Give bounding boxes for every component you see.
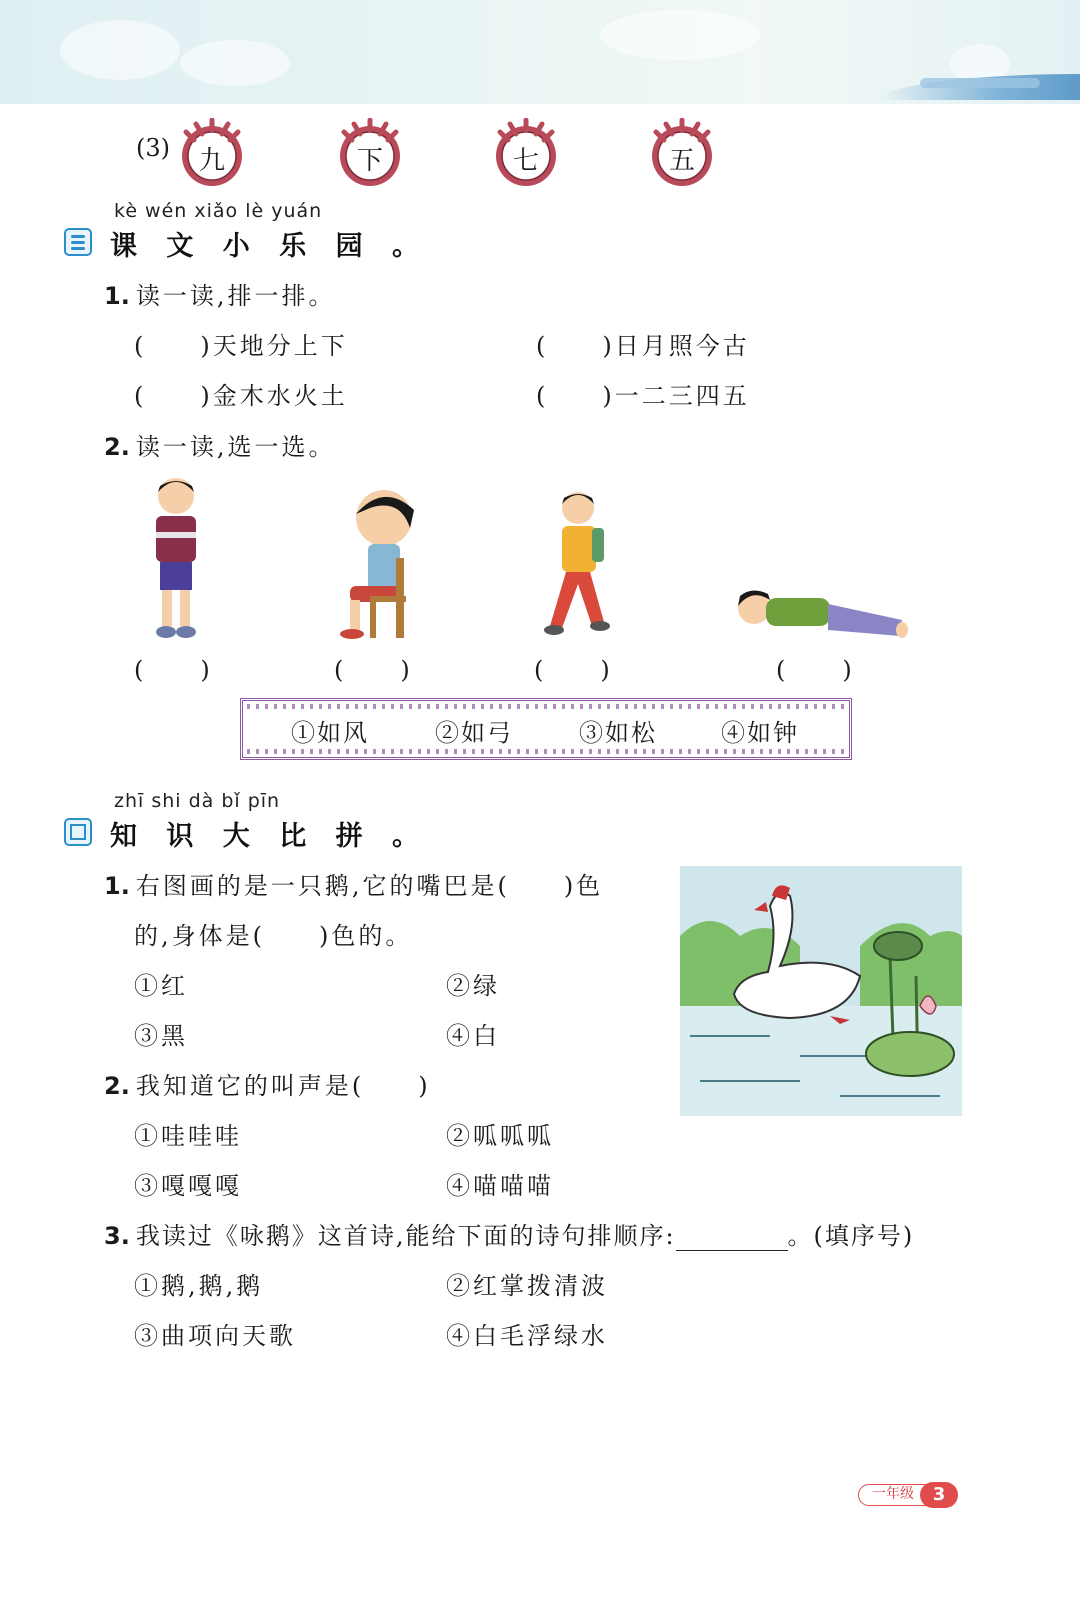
question-4-3: 3. 我读过《咏鹅》这首诗,能给下面的诗句排顺序: 。(填序号) [104,1222,915,1250]
figure-blank-3[interactable]: ( ) [534,656,613,684]
option-4: ④如钟 [721,719,799,747]
order-item-2: ( )日月照今古 [536,332,750,360]
order-item-4: ( )一二三四五 [536,382,750,410]
badge-character: 下 [356,146,383,176]
figure-blank-2[interactable]: ( ) [334,656,413,684]
page-number-badge [858,1482,960,1508]
q4-2-option-4: ④喵喵喵 [446,1172,554,1200]
options-box [240,698,852,760]
badge-character: 九 [198,146,225,176]
header-banner [0,0,1080,104]
section-4-title: 知 识 大 比 拼 。 [110,821,429,852]
question-4-1-line2: 的,身体是( )色的。 [134,922,413,950]
option-2: ②如弓 [435,719,513,747]
q4-1-option-4: ④白 [446,1022,500,1050]
q4-3-option-2: ②红掌拨清波 [446,1272,608,1300]
character-badge-1 [176,118,248,188]
section-4-number-icon [64,818,92,846]
q4-1-option-1: ①红 [134,972,188,1000]
section-3-title: 课 文 小 乐 园 。 [110,231,429,262]
badge-character: 七 [512,146,539,176]
figure-blank-4[interactable]: ( ) [776,656,855,684]
question-3-2: 2. 读一读,选一选。 [104,433,336,461]
q4-2-option-1: ①哇哇哇 [134,1122,242,1150]
grade-label: 一年级 [858,1484,928,1506]
answer-blank[interactable] [676,1228,788,1251]
q4-2-option-3: ③嘎嘎嘎 [134,1172,242,1200]
character-badge-3 [490,118,562,188]
character-badge-2 [334,118,406,188]
q4-3-option-1: ①鹅,鹅,鹅 [134,1272,264,1300]
figure-blank-1[interactable]: ( ) [134,656,213,684]
order-item-3: ( )金木水火土 [134,382,348,410]
option-3: ③如松 [579,719,657,747]
question-4-2: 2. 我知道它的叫声是( ) [104,1072,431,1100]
question-4-1: 1. 右图画的是一只鹅,它的嘴巴是( )色 [104,872,604,900]
boy-lying-illustration [732,586,910,646]
order-item-1: ( )天地分上下 [134,332,348,360]
goose-illustration [680,866,962,1116]
character-badge-4 [646,118,718,188]
question-3-1: 1. 读一读,排一排。 [104,282,336,310]
boy-sitting-illustration [330,488,430,644]
boy-walking-illustration [540,488,620,644]
q4-1-option-2: ②绿 [446,972,500,1000]
option-1: ①如风 [291,719,369,747]
q4-2-option-2: ②呱呱呱 [446,1122,554,1150]
q4-3-option-4: ④白毛浮绿水 [446,1322,608,1350]
page-number: 3 [920,1482,958,1508]
q4-3-option-3: ③曲项向天歌 [134,1322,296,1350]
section-3-pinyin: kè wén xiǎo lè yuán [114,200,323,222]
badge-character: 五 [668,146,695,176]
section-4-pinyin: zhī shi dà bǐ pīn [114,790,281,812]
section-3-number-icon [64,228,92,256]
part-3-label: (3) [136,134,170,162]
q4-1-option-3: ③黑 [134,1022,188,1050]
boy-standing-illustration [144,474,208,644]
